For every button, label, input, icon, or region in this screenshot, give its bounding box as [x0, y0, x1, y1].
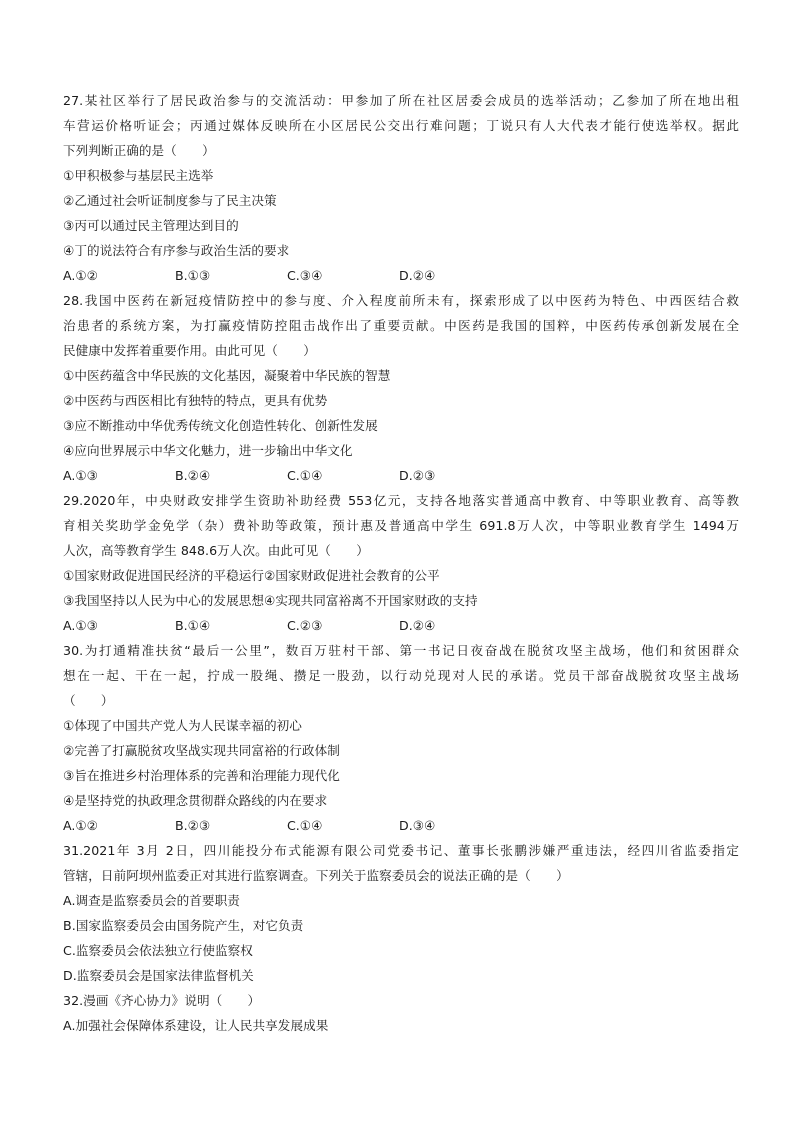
- statement-item: ③丙可以通过民主管理达到目的: [63, 218, 239, 233]
- question-stem-line: 车营运价格听证会；丙通过媒体反映所在小区居民公交出行难问题；丁说只有人大代表才能行使选举权。据此: [63, 118, 739, 133]
- question-stem-line: 育相关奖助学金免学（杂）费补助等政策，预计惠及普通高中学生 691.8万人次，中等职业教育学生 1494万: [63, 518, 739, 533]
- question-29: [63, 488, 739, 638]
- option-b: B.国家监察委员会由国务院产生，对它负责: [63, 918, 304, 933]
- choice-d: D.②④: [399, 268, 436, 283]
- choice-d: D.②③: [399, 468, 436, 483]
- question-30: [63, 638, 739, 838]
- question-stem-line: 29.2020年，中央财政安排学生资助补助经费 553亿元，支持各地落实普通高中教育、中等职业教育、高等教: [63, 493, 739, 508]
- statement-item: ①甲积极参与基层民主选举: [63, 168, 214, 183]
- statement-item: ②完善了打赢脱贫攻坚战实现共同富裕的行政体制: [63, 743, 340, 758]
- statement-item: ③我国坚持以人民为中心的发展思想④实现共同富裕离不开国家财政的支持: [63, 593, 478, 608]
- statement-item: ②乙通过社会听证制度参与了民主决策: [63, 193, 277, 208]
- question-stem-line: 民健康中发挥着重要作用。由此可见（ ）: [63, 343, 316, 358]
- choice-a: A.①③: [63, 618, 98, 633]
- statement-item: ①中医药蕴含中华民族的文化基因，凝聚着中华民族的智慧: [63, 368, 391, 383]
- question-stem-line: 人次，高等教育学生 848.6万人次。由此可见（ ）: [63, 543, 369, 558]
- question-stem-line: （ ）: [63, 693, 114, 708]
- choice-a: A.①②: [63, 818, 98, 833]
- choice-a: A.①③: [63, 468, 98, 483]
- choice-c: C.①④: [287, 468, 323, 483]
- statement-item: ④丁的说法符合有序参与政治生活的要求: [63, 243, 290, 258]
- option-c: C.监察委员会依法独立行使监察权: [63, 943, 253, 958]
- statement-item: ②中医药与西医相比有独特的特点，更具有优势: [63, 393, 328, 408]
- choice-b: B.①③: [175, 268, 211, 283]
- question-stem-line: 28.我国中医药在新冠疫情防控中的参与度、介入程度前所未有，探索形成了以中医药为特色、中西医结合救: [63, 293, 739, 308]
- question-27: [63, 88, 739, 288]
- statement-item: ①体现了中国共产党人为人民谋幸福的初心: [63, 718, 302, 733]
- question-stem-line: 31.2021年 3月 2日，四川能投分布式能源有限公司党委书记、董事长张鹏涉嫌严重违法，经四川省监委指定: [63, 843, 739, 858]
- choice-b: B.①④: [175, 618, 211, 633]
- question-stem-line: 下列判断正确的是（ ）: [63, 143, 215, 158]
- answer-choices: [63, 813, 739, 838]
- option-a: A.调查是监察委员会的首要职责: [63, 893, 240, 908]
- choice-c: C.①④: [287, 818, 323, 833]
- question-stem-line: 治患者的系统方案，为打赢疫情防控阻击战作出了重要贡献。中医药是我国的国粹，中医药传承创新发展在全: [63, 318, 739, 333]
- question-stem-line: 30.为打通精准扶贫“最后一公里”，数百万驻村干部、第一书记日夜奋战在脱贫攻坚主战场，他们和贫困群众: [63, 643, 739, 658]
- statement-item: ①国家财政促进国民经济的平稳运行②国家财政促进社会教育的公平: [63, 568, 440, 583]
- choice-b: B.②④: [175, 468, 211, 483]
- question-stem-line: 管辖，日前阿坝州监委正对其进行监察调查。下列关于监察委员会的说法正确的是（ ）: [63, 868, 569, 883]
- option-d: D.监察委员会是国家法律监督机关: [63, 968, 254, 983]
- choice-c: C.②③: [287, 618, 323, 633]
- statement-item: ④是坚持党的执政理念贯彻群众路线的内在要求: [63, 793, 328, 808]
- question-32: [63, 988, 739, 1038]
- exam-page: [63, 88, 739, 1038]
- question-stem-line: 想在一起、干在一起，拧成一股绳、攒足一股劲，以行动兑现对人民的承诺。党员干部奋战脱贫攻坚主战场: [63, 668, 739, 683]
- choice-b: B.②③: [175, 818, 211, 833]
- choice-c: C.③④: [287, 268, 323, 283]
- question-stem-line: 32.漫画《齐心协力》说明（ ）: [63, 993, 261, 1008]
- statement-item: ④应向世界展示中华文化魅力，进一步输出中华文化: [63, 443, 353, 458]
- answer-choices: [63, 613, 739, 638]
- choice-d: D.③④: [399, 818, 436, 833]
- question-31: [63, 838, 739, 988]
- option-a: A.加强社会保障体系建设，让人民共享发展成果: [63, 1018, 329, 1033]
- answer-choices: [63, 263, 739, 288]
- statement-item: ③应不断推动中华优秀传统文化创造性转化、创新性发展: [63, 418, 378, 433]
- choice-a: A.①②: [63, 268, 98, 283]
- question-stem-line: 27.某社区举行了居民政治参与的交流活动：甲参加了所在社区居委会成员的选举活动；乙参加了所在地出租: [63, 93, 739, 108]
- answer-choices: [63, 463, 739, 488]
- question-28: [63, 288, 739, 488]
- statement-item: ③旨在推进乡村治理体系的完善和治理能力现代化: [63, 768, 340, 783]
- choice-d: D.②④: [399, 618, 436, 633]
